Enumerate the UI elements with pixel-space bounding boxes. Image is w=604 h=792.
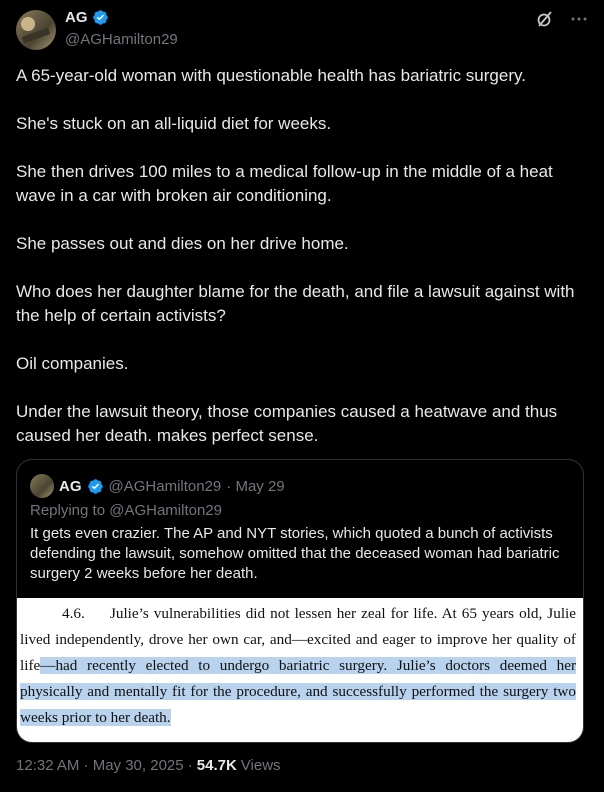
post-timestamp[interactable]: 12:32 AM · May 30, 2025 · (16, 757, 193, 774)
post-paragraph: A 65-year-old woman with questionable health has bariatric surgery. (16, 66, 526, 85)
views-label: Views (240, 757, 281, 774)
ellipsis-icon (570, 10, 588, 28)
post-footer (16, 757, 281, 774)
views-count: 54.7K (196, 757, 237, 774)
author-handle[interactable]: @AGHamilton29 (65, 31, 178, 48)
verified-badge-icon (92, 9, 109, 26)
post-paragraph: She passes out and dies on her drive home. (16, 234, 349, 253)
document-excerpt-image[interactable] (17, 598, 583, 742)
more-options-icon[interactable] (570, 10, 588, 28)
quoted-author-handle: @AGHamilton29 (108, 477, 222, 495)
quoted-author-avatar (30, 474, 54, 498)
quoted-post-card[interactable] (16, 459, 584, 743)
author-name-row (65, 9, 109, 26)
quoted-verified-badge-icon (87, 478, 104, 495)
document-text (20, 601, 576, 731)
post-paragraph: She then drives 100 miles to a medical follow-up in the middle of a heat wave in a car with broken air conditioning. (16, 162, 553, 205)
grok-glyph-icon (536, 10, 554, 28)
quoted-post-header (30, 474, 285, 498)
post-text (16, 64, 588, 472)
author-avatar[interactable] (16, 10, 56, 50)
post-paragraph: Who does her daughter blame for the death, and file a lawsuit against with the help of certain activists? (16, 282, 575, 325)
post-paragraph: She's stuck on an all-liquid diet for weeks. (16, 114, 332, 133)
grok-icon[interactable] (536, 10, 554, 28)
post-paragraph: Oil companies. (16, 354, 129, 373)
document-paragraph-number: 4.6. (62, 605, 85, 622)
document-highlighted-text: —had recently elected to undergo bariatric surgery. Julie’s doctors deemed her physically and mentally fit for the procedure, and successfully performed the surgery two weeks prior to her death. (20, 657, 576, 726)
document-plain-text: Julie’s vulnerabilities did not lessen her zeal for life. At 65 years old, Julie lived independently, drove her own car, and—excited and eager to improve her quality of life (20, 605, 576, 674)
quoted-post-date: · May 29 (226, 477, 285, 495)
author-name[interactable]: AG (65, 9, 88, 26)
quoted-post-text: It gets even crazier. The AP and NYT stories, which quoted a bunch of activists defending the lawsuit, somehow omitted that the deceased woman had bariatric surgery 2 weeks before her death. (30, 525, 560, 582)
replying-to-label: Replying to @AGHamilton29 (30, 502, 222, 519)
post-paragraph: Under the lawsuit theory, those companies caused a heatwave and thus caused her death. makes perfect sense. (16, 402, 558, 445)
top-actions (536, 10, 588, 28)
quoted-author-name: AG (59, 477, 82, 495)
